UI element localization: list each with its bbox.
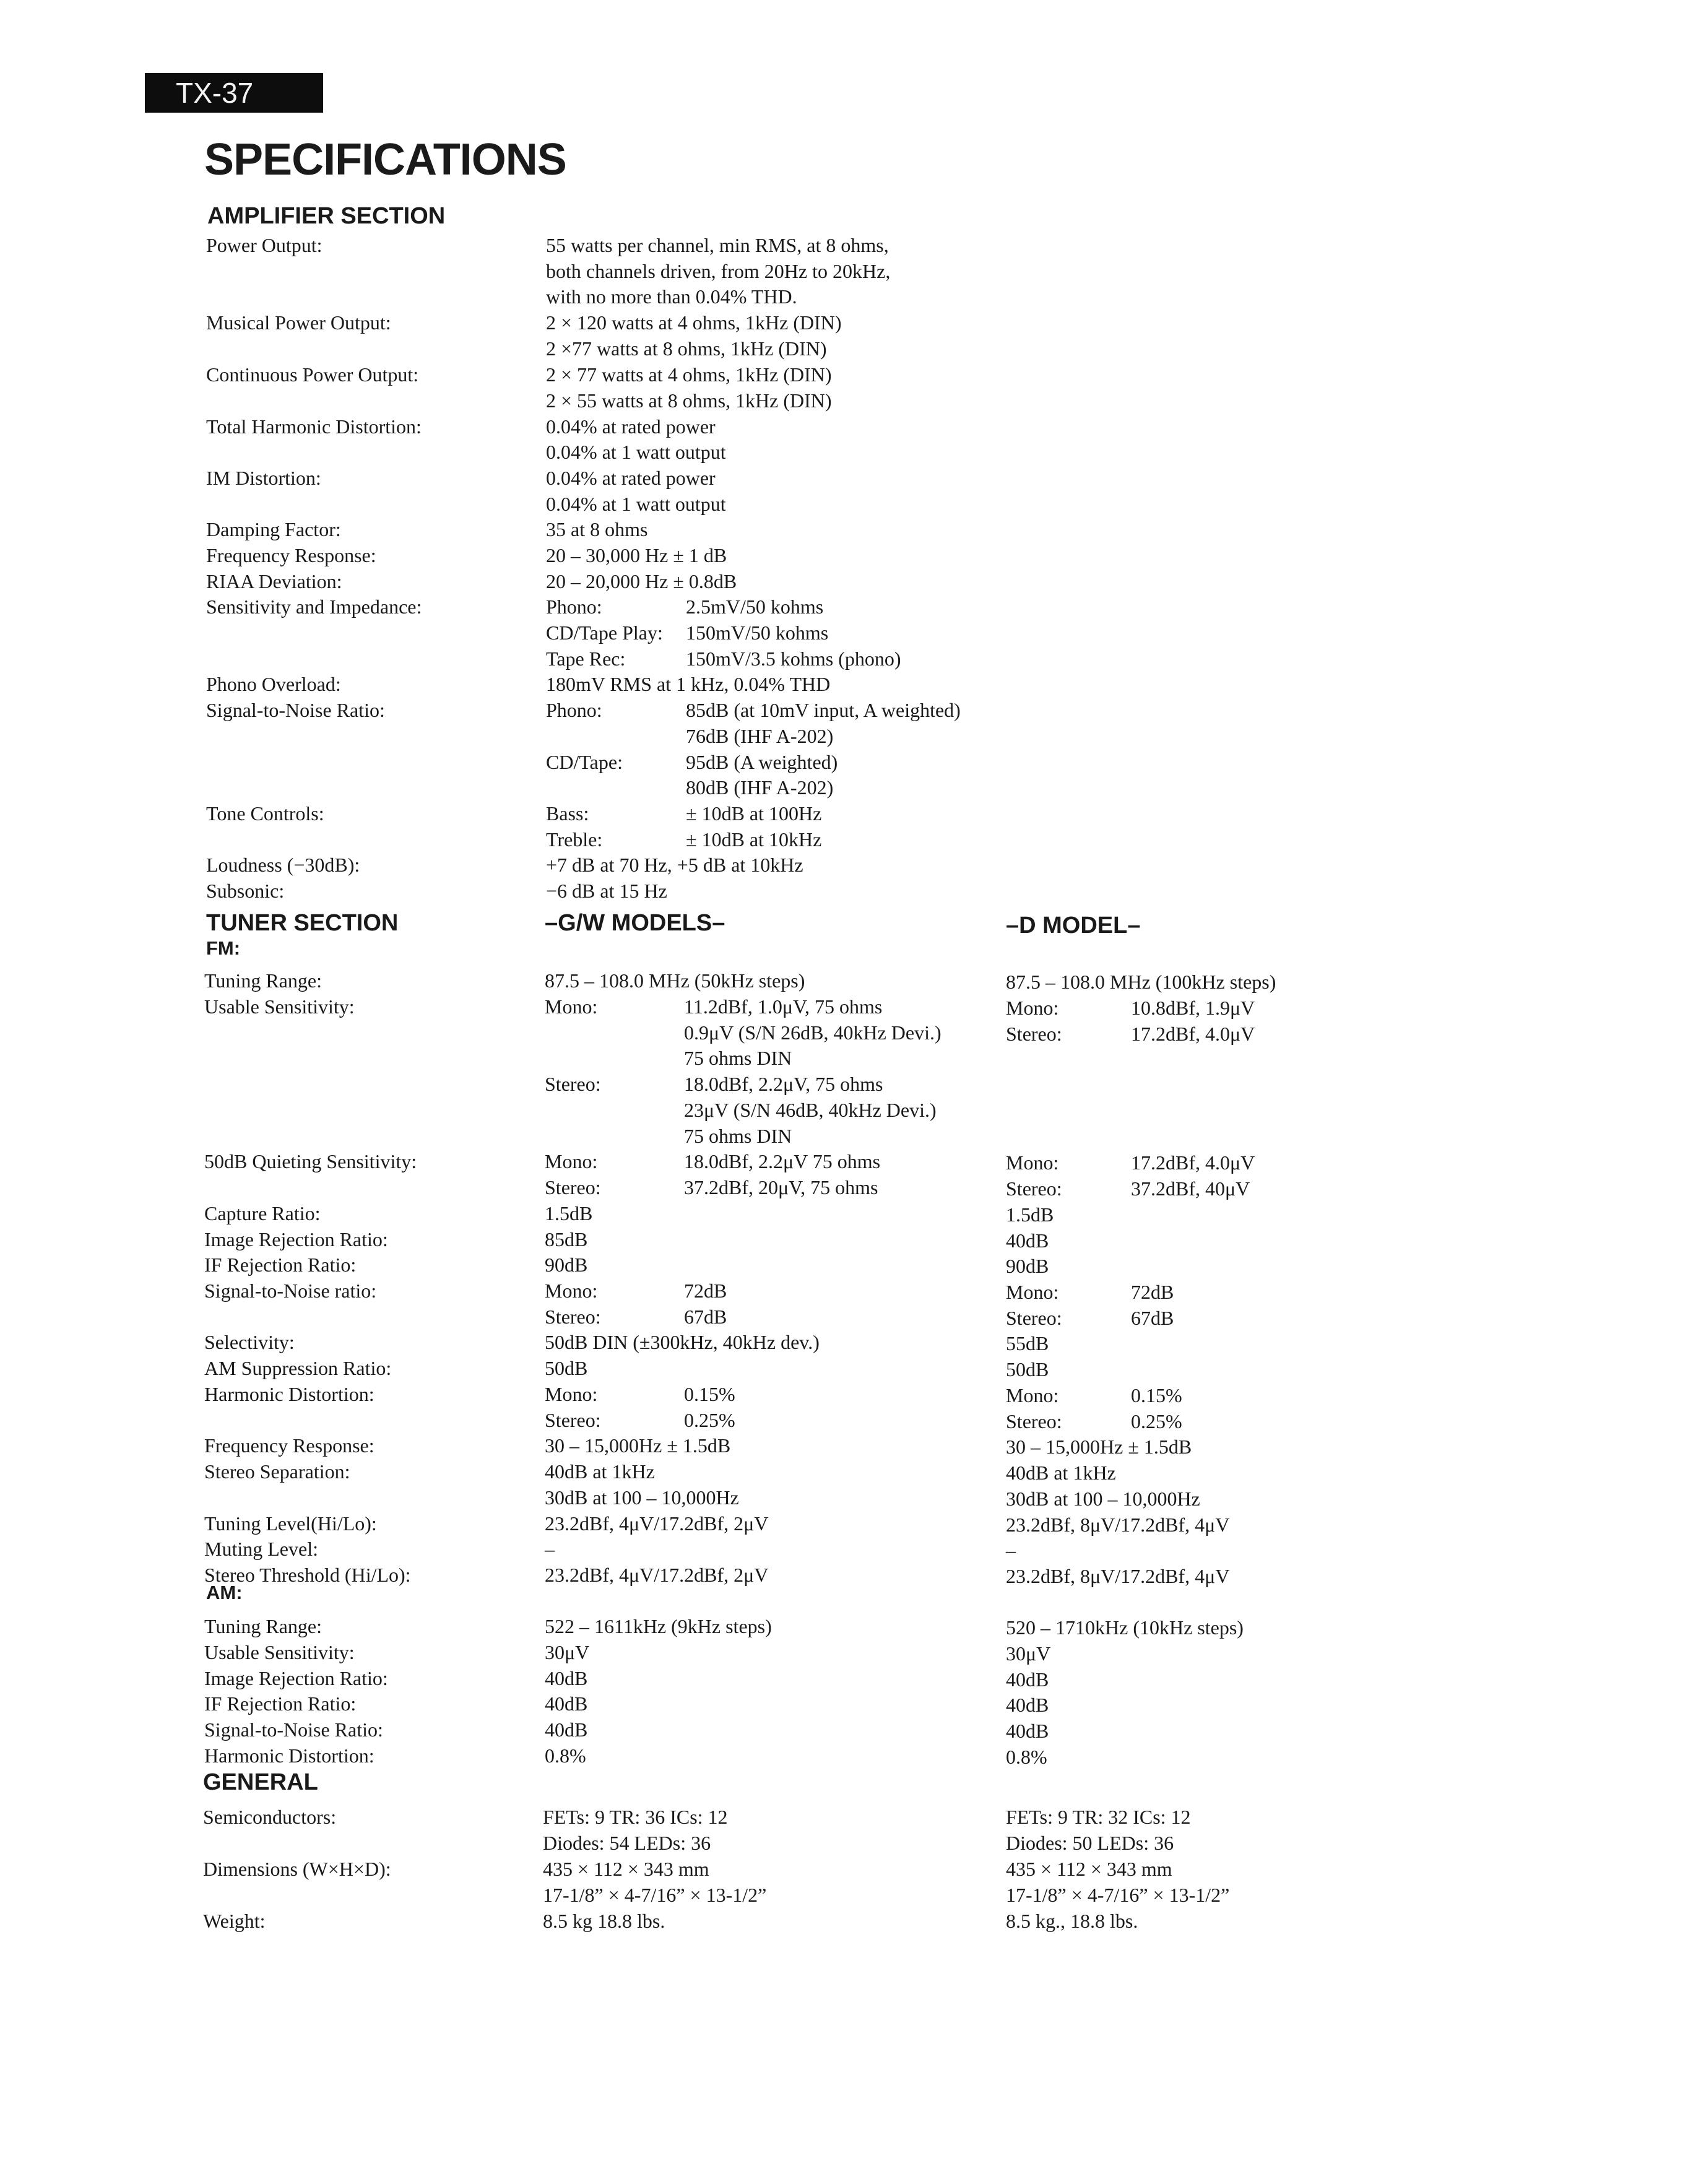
- amp-spec-value: 95dB (A weighted): [686, 751, 838, 773]
- d-spec-value: 37.2dBf, 40μV: [1131, 1177, 1250, 1200]
- d-spec-text: 90dB: [1006, 1255, 1049, 1277]
- gw-models-heading: –G/W MODELS–: [545, 910, 725, 936]
- tuner-spec-label: Usable Sensitivity:: [204, 995, 355, 1018]
- amp-spec-text: with no more than 0.04% THD.: [546, 285, 797, 308]
- d-spec-value: 10.8dBf, 1.9μV: [1131, 997, 1255, 1019]
- d-spec-value: 72dB: [1131, 1281, 1174, 1303]
- d-spec-text: Mono:: [1006, 997, 1059, 1019]
- d-spec-text: 23.2dBf, 8μV/17.2dBf, 4μV: [1006, 1514, 1230, 1536]
- d-spec-text: Mono:: [1006, 1384, 1059, 1406]
- d-general-text: 8.5 kg., 18.8 lbs.: [1006, 1910, 1138, 1932]
- d-spec-text: Stereo:: [1006, 1410, 1062, 1432]
- amplifier-section-heading: AMPLIFIER SECTION: [207, 203, 446, 229]
- gw-spec-text: 90dB: [545, 1254, 588, 1276]
- general-spec-label: Semiconductors:: [203, 1806, 337, 1828]
- d-spec-value: 17.2dBf, 4.0μV: [1131, 1023, 1255, 1045]
- amp-spec-label: Continuous Power Output:: [206, 363, 419, 386]
- gw-spec-text: 40dB at 1kHz: [545, 1460, 655, 1483]
- amp-spec-label: Subsonic:: [206, 880, 285, 902]
- d-spec-text: Stereo:: [1006, 1023, 1062, 1045]
- d-spec-text: 40dB: [1006, 1694, 1049, 1716]
- d-general-text: 435 × 112 × 343 mm: [1006, 1858, 1172, 1880]
- amp-spec-label: Total Harmonic Distortion:: [206, 415, 422, 438]
- d-spec-text: 30 – 15,000Hz ± 1.5dB: [1006, 1436, 1192, 1458]
- tuner-spec-label: Tuning Range:: [204, 1615, 322, 1637]
- gw-spec-text: 0.8%: [545, 1744, 586, 1767]
- amp-spec-text: 55 watts per channel, min RMS, at 8 ohms,: [546, 234, 889, 256]
- gw-general-text: Diodes: 54 LEDs: 36: [543, 1832, 711, 1854]
- tuner-section-heading: TUNER SECTION: [206, 910, 399, 936]
- amp-spec-value: 150mV/3.5 kohms (phono): [686, 648, 901, 670]
- tuner-spec-label: Frequency Response:: [204, 1434, 374, 1457]
- gw-spec-text: 30μV: [545, 1641, 590, 1663]
- d-spec-value: 17.2dBf, 4.0μV: [1131, 1151, 1255, 1174]
- gw-spec-text: Stereo:: [545, 1306, 601, 1328]
- d-spec-text: 50dB: [1006, 1358, 1049, 1380]
- d-general-text: Diodes: 50 LEDs: 36: [1006, 1832, 1174, 1854]
- gw-spec-value: 72dB: [684, 1280, 727, 1302]
- d-spec-text: Mono:: [1006, 1281, 1059, 1303]
- amp-spec-value: ± 10dB at 100Hz: [686, 802, 822, 825]
- amp-spec-label: Frequency Response:: [206, 544, 376, 566]
- amp-spec-value: 2.5mV/50 kohms: [686, 596, 824, 618]
- gw-spec-value: 75 ohms DIN: [684, 1125, 792, 1147]
- amp-spec-label: Loudness (−30dB):: [206, 854, 360, 876]
- d-spec-text: 40dB: [1006, 1668, 1049, 1691]
- d-spec-text: 40dB: [1006, 1720, 1049, 1742]
- gw-spec-text: 87.5 – 108.0 MHz (50kHz steps): [545, 969, 805, 992]
- d-spec-text: 23.2dBf, 8μV/17.2dBf, 4μV: [1006, 1565, 1230, 1587]
- gw-spec-value: 18.0dBf, 2.2μV, 75 ohms: [684, 1073, 883, 1095]
- amp-spec-text: CD/Tape Play:: [546, 622, 663, 644]
- d-spec-text: 1.5dB: [1006, 1203, 1054, 1226]
- amp-spec-text: 0.04% at rated power: [546, 467, 716, 489]
- gw-spec-value: 0.25%: [684, 1409, 735, 1431]
- gw-spec-text: 30dB at 100 – 10,000Hz: [545, 1486, 739, 1509]
- gw-spec-text: 40dB: [545, 1692, 588, 1715]
- d-spec-text: 0.8%: [1006, 1746, 1047, 1768]
- gw-spec-text: 85dB: [545, 1228, 588, 1250]
- d-spec-value: 0.15%: [1131, 1384, 1182, 1406]
- tuner-spec-label: Image Rejection Ratio:: [204, 1228, 388, 1250]
- amp-spec-label: IM Distortion:: [206, 467, 321, 489]
- amp-spec-text: both channels driven, from 20Hz to 20kHz,: [546, 260, 891, 282]
- d-model-heading: –D MODEL–: [1006, 912, 1141, 938]
- d-spec-text: Stereo:: [1006, 1177, 1062, 1200]
- page-title: SPECIFICATIONS: [204, 135, 566, 184]
- tuner-spec-label: AM Suppression Ratio:: [204, 1357, 392, 1379]
- amp-spec-text: 180mV RMS at 1 kHz, 0.04% THD: [546, 673, 831, 695]
- d-spec-text: 55dB: [1006, 1332, 1049, 1354]
- amp-spec-value: 150mV/50 kohms: [686, 622, 829, 644]
- amp-spec-label: Damping Factor:: [206, 518, 341, 540]
- tuner-spec-label: Tuning Level(Hi/Lo):: [204, 1512, 377, 1535]
- gw-spec-text: 23.2dBf, 4μV/17.2dBf, 2μV: [545, 1512, 769, 1535]
- tuner-spec-label: Harmonic Distortion:: [204, 1383, 374, 1405]
- tuner-spec-label: IF Rejection Ratio:: [204, 1254, 357, 1276]
- general-spec-label: Dimensions (W×H×D):: [203, 1858, 391, 1880]
- tuner-spec-label: Tuning Range:: [204, 969, 322, 992]
- gw-spec-text: 23.2dBf, 4μV/17.2dBf, 2μV: [545, 1564, 769, 1586]
- amp-spec-label: Power Output:: [206, 234, 322, 256]
- amp-spec-label: RIAA Deviation:: [206, 570, 342, 592]
- d-spec-text: Stereo:: [1006, 1307, 1062, 1329]
- amp-spec-text: 20 – 30,000 Hz ± 1 dB: [546, 544, 727, 566]
- gw-spec-text: Mono:: [545, 1383, 598, 1405]
- fm-subheading: FM:: [206, 937, 241, 959]
- d-spec-text: Mono:: [1006, 1151, 1059, 1174]
- amp-spec-text: Bass:: [546, 802, 589, 825]
- amp-spec-value: 85dB (at 10mV input, A weighted): [686, 699, 961, 721]
- gw-general-text: 17-1/8” × 4-7/16” × 13-1/2”: [543, 1884, 767, 1906]
- tuner-spec-label: Muting Level:: [204, 1538, 318, 1560]
- gw-spec-text: 1.5dB: [545, 1202, 593, 1224]
- d-spec-text: 30μV: [1006, 1642, 1051, 1665]
- amp-spec-text: −6 dB at 15 Hz: [546, 880, 667, 902]
- gw-spec-text: Stereo:: [545, 1409, 601, 1431]
- gw-spec-text: Mono:: [545, 1280, 598, 1302]
- gw-spec-value: 37.2dBf, 20μV, 75 ohms: [684, 1176, 878, 1198]
- general-spec-label: Weight:: [203, 1910, 266, 1932]
- amp-spec-text: Phono:: [546, 596, 602, 618]
- gw-spec-text: 30 – 15,000Hz ± 1.5dB: [545, 1434, 731, 1457]
- gw-spec-text: 40dB: [545, 1667, 588, 1689]
- gw-spec-text: 50dB DIN (±300kHz, 40kHz dev.): [545, 1331, 820, 1353]
- amp-spec-label: Phono Overload:: [206, 673, 341, 695]
- amp-spec-text: +7 dB at 70 Hz, +5 dB at 10kHz: [546, 854, 803, 876]
- d-spec-text: 30dB at 100 – 10,000Hz: [1006, 1488, 1200, 1510]
- tuner-spec-label: 50dB Quieting Sensitivity:: [204, 1150, 417, 1172]
- d-spec-text: 40dB: [1006, 1229, 1049, 1252]
- amp-spec-text: 0.04% at rated power: [546, 415, 716, 438]
- amp-spec-text: 0.04% at 1 watt output: [546, 441, 726, 463]
- amp-spec-text: 0.04% at 1 watt output: [546, 493, 726, 515]
- amp-spec-text: 20 – 20,000 Hz ± 0.8dB: [546, 570, 737, 592]
- tuner-spec-label: Signal-to-Noise ratio:: [204, 1280, 377, 1302]
- amp-spec-label: Tone Controls:: [206, 802, 324, 825]
- tuner-spec-label: Signal-to-Noise Ratio:: [204, 1718, 383, 1741]
- d-spec-text: 520 – 1710kHz (10kHz steps): [1006, 1616, 1244, 1639]
- gw-spec-text: 50dB: [545, 1357, 588, 1379]
- amp-spec-text: 2 × 55 watts at 8 ohms, 1kHz (DIN): [546, 389, 832, 412]
- gw-spec-text: Mono:: [545, 995, 598, 1018]
- amp-spec-text: 2 × 77 watts at 4 ohms, 1kHz (DIN): [546, 363, 832, 386]
- d-general-text: FETs: 9 TR: 32 ICs: 12: [1006, 1806, 1191, 1828]
- amp-spec-text: Phono:: [546, 699, 602, 721]
- gw-spec-value: 67dB: [684, 1306, 727, 1328]
- d-spec-value: 67dB: [1131, 1307, 1174, 1329]
- gw-spec-text: 522 – 1611kHz (9kHz steps): [545, 1615, 772, 1637]
- gw-general-text: FETs: 9 TR: 36 ICs: 12: [543, 1806, 728, 1828]
- gw-general-text: 435 × 112 × 343 mm: [543, 1858, 709, 1880]
- d-spec-text: 40dB at 1kHz: [1006, 1462, 1116, 1484]
- tuner-spec-label: Usable Sensitivity:: [204, 1641, 355, 1663]
- gw-spec-value: 0.9μV (S/N 26dB, 40kHz Devi.): [684, 1021, 941, 1044]
- amp-spec-label: Signal-to-Noise Ratio:: [206, 699, 385, 721]
- amp-spec-text: 35 at 8 ohms: [546, 518, 648, 540]
- general-section-heading: GENERAL: [203, 1769, 318, 1795]
- gw-spec-text: –: [545, 1538, 555, 1560]
- amp-spec-text: CD/Tape:: [546, 751, 623, 773]
- tuner-spec-label: Stereo Separation:: [204, 1460, 350, 1483]
- tuner-spec-label: Capture Ratio:: [204, 1202, 321, 1224]
- amp-spec-value: ± 10dB at 10kHz: [686, 828, 822, 851]
- gw-spec-value: 0.15%: [684, 1383, 735, 1405]
- gw-spec-text: 40dB: [545, 1718, 588, 1741]
- tuner-spec-label: Harmonic Distortion:: [204, 1744, 374, 1767]
- am-subheading: AM:: [206, 1582, 243, 1603]
- amp-spec-label: Musical Power Output:: [206, 311, 391, 334]
- gw-spec-value: 11.2dBf, 1.0μV, 75 ohms: [684, 995, 883, 1018]
- amp-spec-text: 2 × 120 watts at 4 ohms, 1kHz (DIN): [546, 311, 842, 334]
- gw-spec-value: 75 ohms DIN: [684, 1047, 792, 1069]
- tuner-spec-label: Image Rejection Ratio:: [204, 1667, 388, 1689]
- amp-spec-label: Sensitivity and Impedance:: [206, 596, 422, 618]
- gw-spec-value: 18.0dBf, 2.2μV 75 ohms: [684, 1150, 881, 1172]
- tuner-spec-label: Selectivity:: [204, 1331, 295, 1353]
- tuner-spec-label: IF Rejection Ratio:: [204, 1692, 357, 1715]
- amp-spec-value: 76dB (IHF A-202): [686, 725, 834, 747]
- model-tab: TX-37: [145, 73, 323, 113]
- d-spec-value: 0.25%: [1131, 1410, 1182, 1432]
- d-spec-text: 87.5 – 108.0 MHz (100kHz steps): [1006, 971, 1276, 993]
- amp-spec-text: Treble:: [546, 828, 603, 851]
- tuner-spec-label: Stereo Threshold (Hi/Lo):: [204, 1564, 411, 1586]
- gw-general-text: 8.5 kg 18.8 lbs.: [543, 1910, 665, 1932]
- gw-spec-text: Stereo:: [545, 1176, 601, 1198]
- d-spec-text: –: [1006, 1539, 1016, 1561]
- amp-spec-text: 2 ×77 watts at 8 ohms, 1kHz (DIN): [546, 337, 827, 360]
- amp-spec-text: Tape Rec:: [546, 648, 626, 670]
- amp-spec-value: 80dB (IHF A-202): [686, 776, 834, 799]
- d-general-text: 17-1/8” × 4-7/16” × 13-1/2”: [1006, 1884, 1230, 1906]
- gw-spec-text: Stereo:: [545, 1073, 601, 1095]
- gw-spec-value: 23μV (S/N 46dB, 40kHz Devi.): [684, 1099, 937, 1121]
- gw-spec-text: Mono:: [545, 1150, 598, 1172]
